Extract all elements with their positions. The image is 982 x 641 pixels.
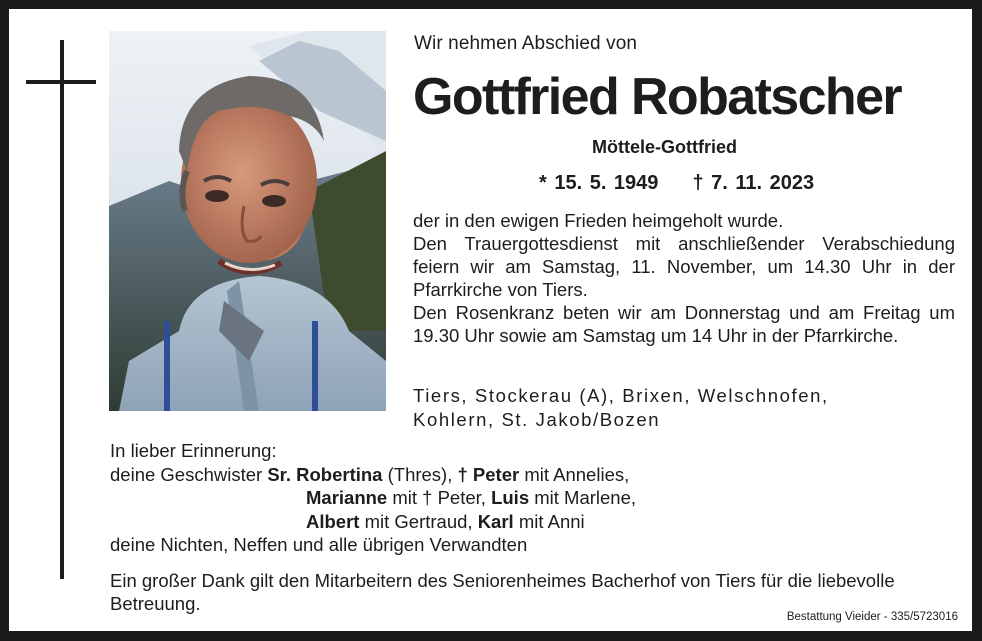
portrait-photo <box>109 31 386 411</box>
obituary-card <box>9 9 972 631</box>
thanks-paragraph: Ein großer Dank gilt den Mitarbeitern des Seniorenheimes Bacherhof von Tiers für die liebevolle Betreuung. <box>110 570 895 614</box>
deceased-name: Gottfried Robatscher <box>413 68 902 126</box>
service-info: Den Trauergottesdienst mit anschließender Verabschiedung feiern wir am Samstag, 11. November, um 14.30 Uhr in der Pfarrkirche von Tiers. <box>413 233 955 300</box>
sibling-name: Albert <box>306 510 360 532</box>
sibling-name: Marianne <box>306 487 388 508</box>
cross-icon-bar <box>26 80 96 84</box>
rosary-info: Den Rosenkranz beten wir am Donnerstag und am Freitag um 19.30 Uhr sowie am Samstag um 14 Uhr in der Pfarrkirche. <box>413 302 955 346</box>
birth-date: * 15. 5. 1949 <box>539 172 659 194</box>
family-section <box>110 439 636 557</box>
places-line: Kohlern, St. Jakob/Bozen <box>413 408 661 430</box>
relatives-line: deine Nichten, Neffen und alle übrigen Verwandten <box>110 534 528 555</box>
life-dates <box>539 172 814 195</box>
announcement-line: der in den ewigen Frieden heimgeholt wurde. <box>413 210 784 231</box>
family-heading: In lieber Erinnerung: <box>110 440 277 461</box>
nickname: Möttele-Gottfried <box>592 137 737 157</box>
places-list <box>413 384 955 431</box>
thanks-text <box>110 569 955 615</box>
sibling-name: Sr. Robertina <box>267 463 383 485</box>
intro-text: Wir nehmen Abschied von <box>414 33 638 54</box>
siblings-line-1: deine Geschwister Sr. Robertina (Thres), † Peter mit Annelies, <box>110 463 630 485</box>
places-line: Tiers, Stockerau (A), Brixen, Welschnofen, <box>413 385 829 406</box>
cross-icon <box>60 40 64 579</box>
sibling-name: Luis <box>491 487 530 508</box>
death-date: † 7. 11. 2023 <box>692 172 815 194</box>
funeral-home-credit: Bestattung Vieider - 335/5723016 <box>786 611 958 623</box>
siblings-line-2: Marianne mit † Peter, Luis mit Marlene, <box>306 487 637 508</box>
sibling-name: Karl <box>477 510 514 532</box>
sibling-name: † Peter <box>457 463 520 485</box>
siblings-line-3: Albert mit Gertraud, Karl mit Anni <box>306 510 585 532</box>
announcement-text <box>413 209 955 347</box>
